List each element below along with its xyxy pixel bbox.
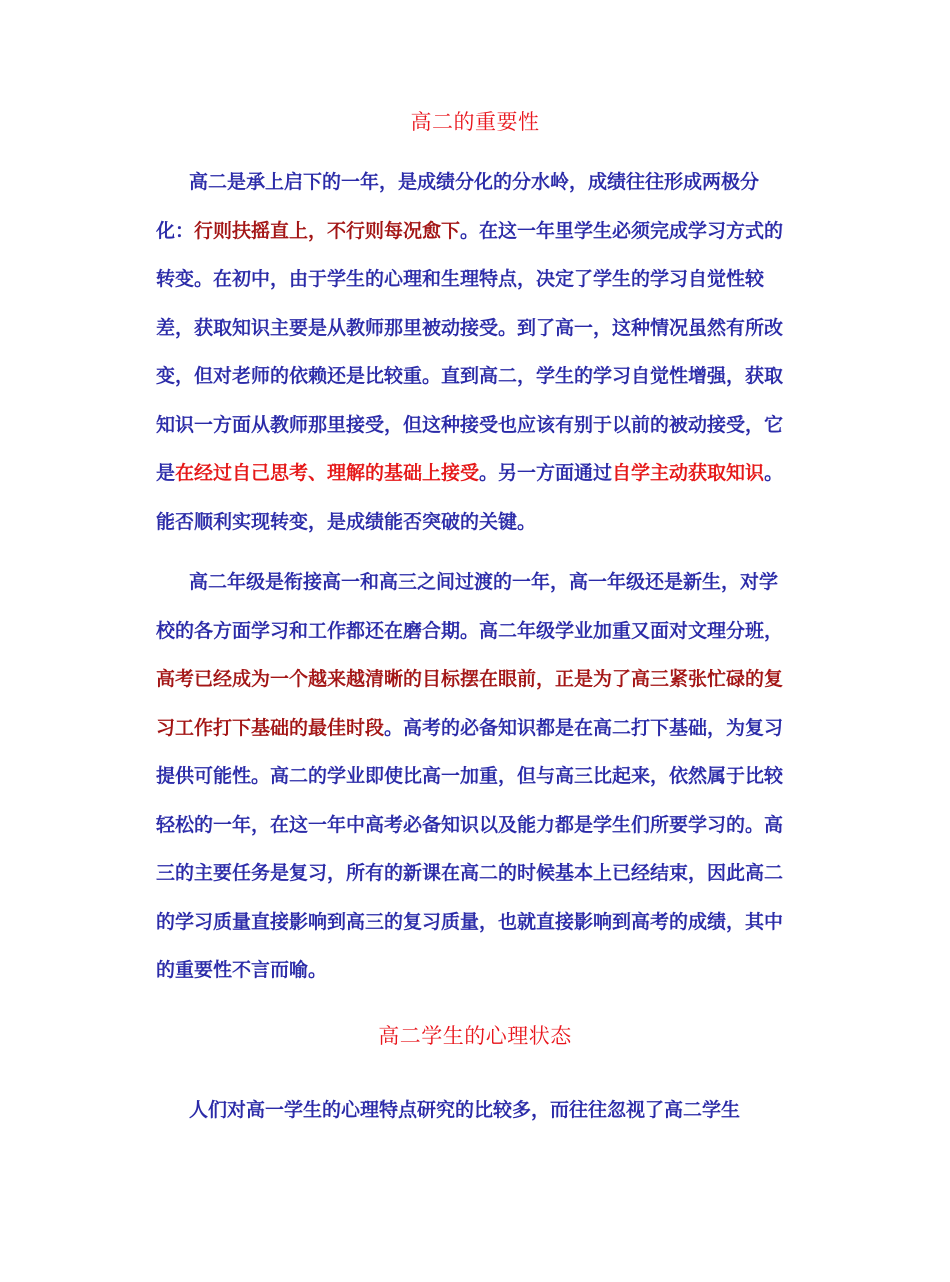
highlight-text: 行则扶摇直上，不行则每况愈下: [194, 219, 461, 242]
highlight-text: 在经过自己思考、理解的基础上接受: [175, 462, 480, 484]
highlight-text: 高考已经成为一个越来越清晰的目标摆在眼前，正是为了高三紧张忙碌的复习工作打下基础的最佳时段: [156, 668, 784, 739]
paragraph-importance-1: [156, 158, 796, 546]
paragraph-text: 高二是承上启下的一年，是成绩分化的分水岭，成绩往往形成两极分化：: [156, 171, 760, 242]
paragraph-text: 。另一方面通过: [479, 462, 613, 484]
section-title-psychology: 高二学生的心理状态: [378, 1024, 572, 1048]
paragraph-text: 高二年级是衔接高一和高三之间过渡的一年，高一年级还是新生，对学校的各方面学习和工作都还在磨合期。高二年级学业加重又面对文理分班，: [156, 571, 784, 642]
paragraph-text: 人们对高一学生的心理特点研究的比较多，而往往忽视了高二学生: [189, 1099, 741, 1121]
paragraph-text: 。高考的必备知识都是在高二打下基础，为复习提供可能性。高二的学业即使比高一加重，但与高三比起来，依然属于比较轻松的一年，在这一年中高考必备知识以及能力都是学生们所要学习的。高三的主要任务是复习，所有的新课在高二的时候基本上已经结束，因此高二的学习质量直接影响到高三的复习质量，也就直接影响到高考的成绩，其中的重要性不言而喻。: [156, 716, 784, 981]
paragraph-text: 。在这一年里学生必须完成学习方式的转变。在初中，由于学生的心理和生理特点，决定了学生的学习自觉性较差，获取知识主要是从教师那里被动接受。到了高一，这种情况虽然有所改变，但对老师的依赖还是比较重。直到高二，学生的学习自觉性增强，获取知识一方面从教师那里接受，但这种接受也应该有别于以前的被动接受，它是: [156, 219, 784, 484]
paragraph-text: 。能否顺利实现转变，是成绩能否突破的关键。: [156, 462, 784, 533]
highlight-text: 自学主动获取知识: [612, 462, 765, 484]
section-title-importance: 高二的重要性: [410, 110, 540, 134]
paragraph-importance-2: [156, 558, 796, 995]
paragraph-psychology-1: [156, 1086, 796, 1135]
